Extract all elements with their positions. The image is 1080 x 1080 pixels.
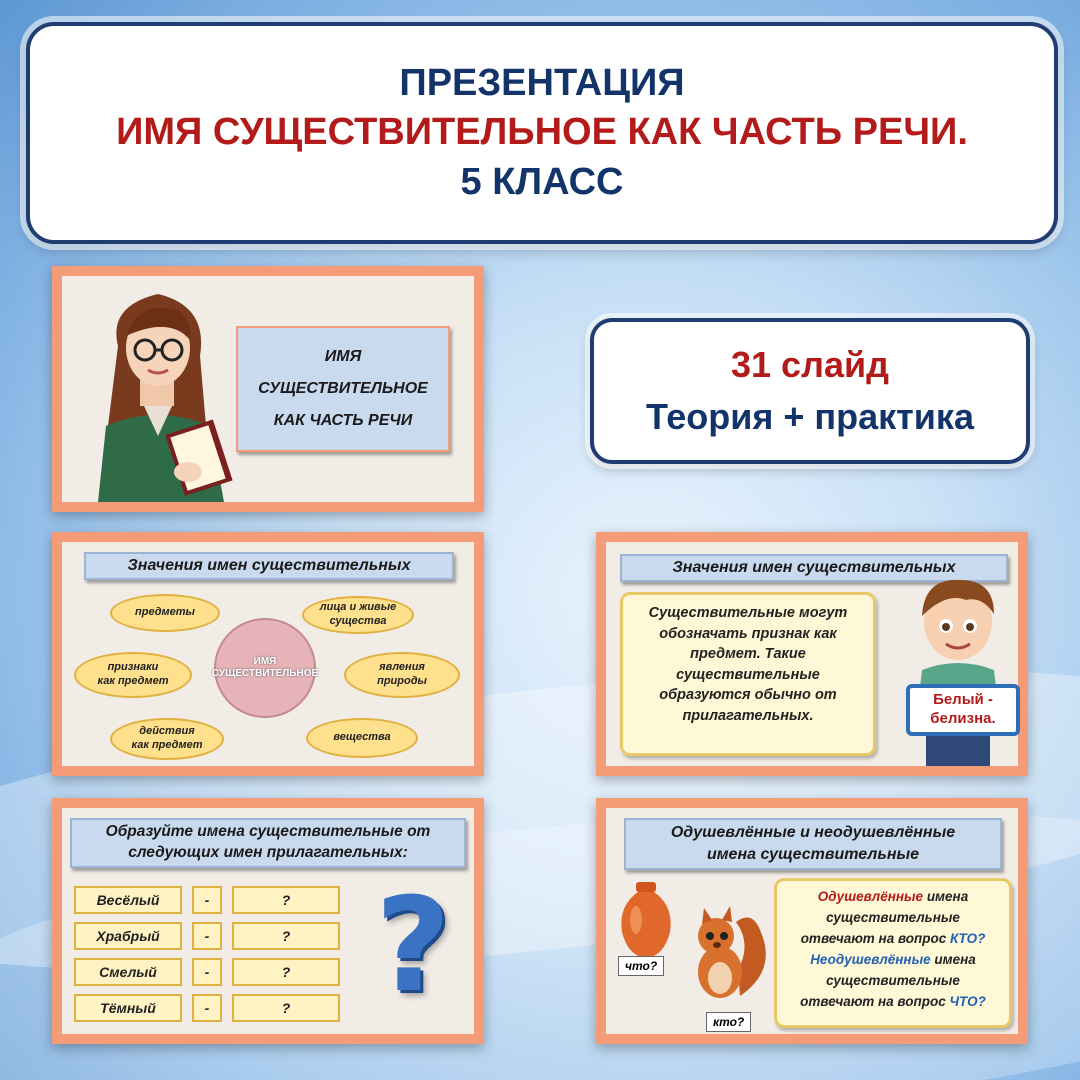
slide3-text-box: Существительные могут обозначать признак как предмет. Такие существительные образуются обычно от прилагательных. bbox=[620, 592, 876, 756]
slide5-text-box: Одушевлённые имена существительные отвечают на вопрос КТО? Неодушевлённые имена существительные отвечают на вопрос ЧТО? bbox=[774, 878, 1012, 1028]
meaning-persons: лица и живые существа bbox=[302, 596, 414, 634]
info-box bbox=[590, 318, 1030, 464]
dash-cell: - bbox=[192, 994, 222, 1022]
slide-preview-2 bbox=[52, 532, 484, 776]
adjective-cell: Тёмный bbox=[74, 994, 182, 1022]
dash-cell: - bbox=[192, 886, 222, 914]
adjective-cell: Весёлый bbox=[74, 886, 182, 914]
vase-question-tag: что? bbox=[618, 956, 664, 976]
header-line-2: ИМЯ СУЩЕСТВИТЕЛЬНОЕ КАК ЧАСТЬ РЕЧИ. bbox=[116, 111, 968, 154]
dash-cell: - bbox=[192, 922, 222, 950]
meaning-objects: предметы bbox=[110, 594, 220, 632]
noun-center-circle: ИМЯ СУЩЕСТВИТЕЛЬНОЕ bbox=[214, 618, 316, 718]
slide-count: 31 слайд bbox=[731, 343, 889, 385]
header-banner bbox=[26, 22, 1058, 244]
slide2-title-bar: Значения имен существительных bbox=[84, 552, 454, 580]
adjective-cell: Смелый bbox=[74, 958, 182, 986]
dash-cell: - bbox=[192, 958, 222, 986]
slide3-title-bar: Значения имен существительных bbox=[620, 554, 1008, 582]
animate-label: Одушевлённые bbox=[817, 889, 924, 904]
header-line-1: ПРЕЗЕНТАЦИЯ bbox=[399, 61, 685, 104]
slide4-title-bar: Образуйте имена существительные от следующих имен прилагательных: bbox=[70, 818, 466, 868]
teacher-illustration bbox=[78, 276, 248, 502]
question-mark-icon: ? bbox=[375, 869, 451, 1021]
meaning-actions: действия как предмет bbox=[110, 718, 224, 760]
header-line-3: 5 КЛАСС bbox=[460, 160, 624, 203]
boy-illustration bbox=[896, 570, 1026, 766]
slide-preview-1 bbox=[52, 266, 484, 512]
who-question: КТО? bbox=[950, 930, 986, 946]
answer-cell[interactable]: ? bbox=[232, 958, 340, 986]
meaning-qualities: признаки как предмет bbox=[74, 652, 192, 698]
squirrel-question-tag: кто? bbox=[706, 1012, 751, 1032]
slide1-title-line: КАК ЧАСТЬ РЕЧИ bbox=[273, 412, 413, 429]
inanimate-label: Неодушевлённые bbox=[810, 951, 931, 967]
slide1-title-box bbox=[236, 326, 450, 452]
meaning-substances: вещества bbox=[306, 718, 418, 758]
answer-cell[interactable]: ? bbox=[232, 922, 340, 950]
slide-preview-3 bbox=[596, 532, 1028, 776]
vase-icon bbox=[614, 880, 678, 960]
squirrel-icon bbox=[682, 900, 772, 1010]
what-question: ЧТО? bbox=[949, 993, 986, 1009]
slide1-title-line: ИМЯ bbox=[324, 348, 362, 365]
slide3-sign: Белый - белизна. bbox=[906, 684, 1020, 736]
slide1-title-line: СУЩЕСТВИТЕЛЬНОЕ bbox=[258, 380, 428, 397]
answer-cell[interactable]: ? bbox=[232, 886, 340, 914]
adjective-cell: Храбрый bbox=[74, 922, 182, 950]
slide5-title-bar: Одушевлённые и неодушевлённые имена существительные bbox=[624, 818, 1002, 870]
meaning-nature: явления природы bbox=[344, 652, 460, 698]
content-summary: Теория + практика bbox=[646, 396, 974, 437]
slide-preview-4 bbox=[52, 798, 484, 1044]
answer-cell[interactable]: ? bbox=[232, 994, 340, 1022]
slide-preview-5 bbox=[596, 798, 1028, 1044]
